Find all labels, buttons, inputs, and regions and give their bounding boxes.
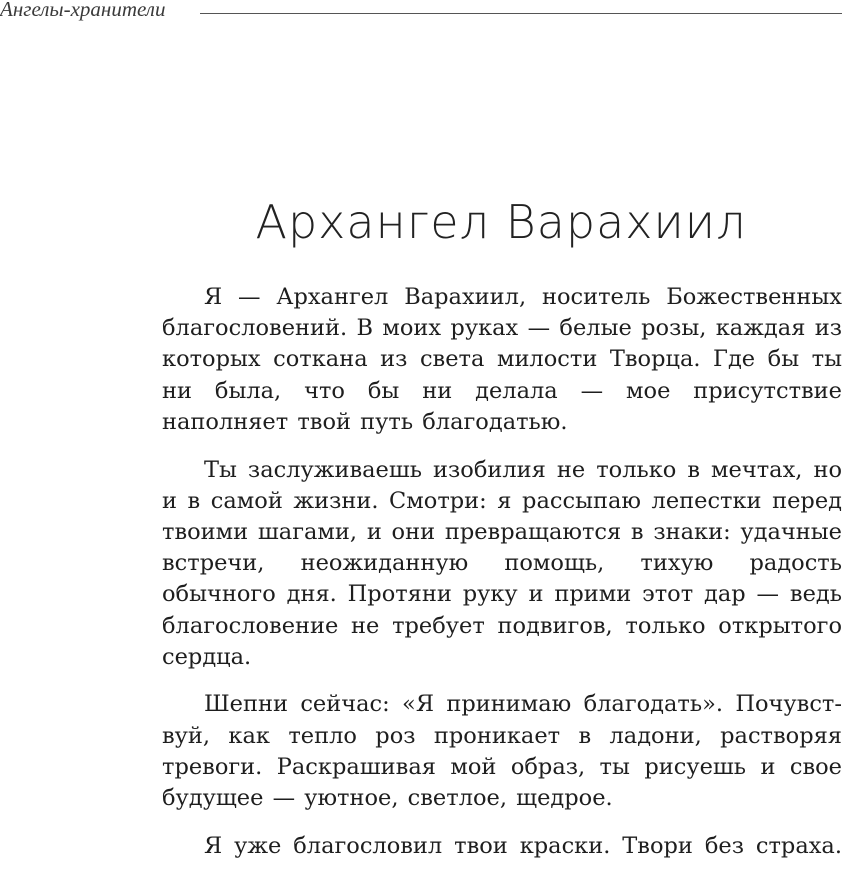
chapter-title: Архангел Варахиил: [255, 195, 747, 249]
chapter-body: [162, 282, 842, 878]
paragraph-1: Я — Архангел Варахиил, носитель Божественных благословений. В моих руках — белые розы, каждая из которых соткана из света милости Творца. Где бы ты ни была, что бы ни делала — мое присутствие наполняет твой путь благодатью.: [162, 284, 842, 435]
header-rule: [200, 13, 842, 14]
running-title: Ангелы-хранители: [0, 0, 166, 21]
running-header: [0, 0, 842, 22]
paragraph-4: Я уже благословил твои краски. Твори без страха.: [204, 832, 842, 859]
paragraph-2: Ты заслуживаешь изобилия не только в мечтах, но и в самой жизни. Смотри: я рассыпаю лепестки перед твоими шагами, и они превращаются в знаки: удачные встречи, неожиданную помощь, тихую радость обычного дня. Протяни руку и прими этот дар — ведь благословение не требует подвигов, только открытого сердца.: [162, 456, 842, 670]
paragraph-3: Шепни сейчас: «Я принимаю благодать». Почувствуй, как тепло роз проникает в ладони, растворяя тревоги. Раскрашивая мой образ, ты рисуешь и свое будущее — уютное, светлое, щедрое.: [162, 691, 842, 812]
